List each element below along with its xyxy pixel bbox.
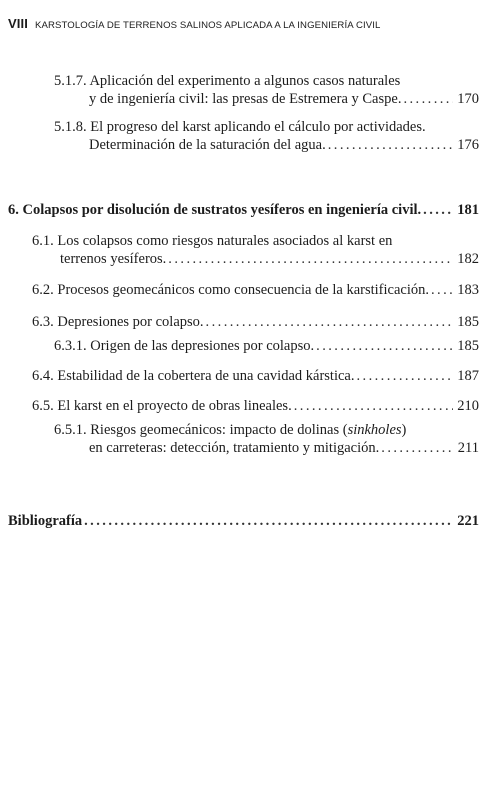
toc-entry-text-part: 6.5.1. Riesgos geomecánicos: impacto de dolinas ( [54,422,348,438]
toc-entry-text: 6.4. Estabilidad de la cobertera de una cavidad kárstica. [32,368,355,384]
toc-entry-text: 6.3. Depresiones por colapso. [32,314,204,330]
toc-page-number: 182 [457,251,479,267]
toc-page-number: 183 [457,282,479,298]
dot-leader [206,313,453,331]
toc-entry-emphasis: sinkholes [347,422,402,438]
toc-entry-text: 6.1. Los colapsos como riesgos naturales asociados al karst en [32,233,393,249]
toc-page-number: 211 [457,440,479,456]
toc-entry-5-1-7[interactable] [54,72,479,108]
toc-entry-text: 5.1.7. Aplicación del experimento a algunos casos naturales [54,73,401,89]
dot-leader [294,397,453,415]
toc-entry-text: 6.5. El karst en el proyecto de obras lineales. [32,398,292,414]
toc-page-number: 221 [457,513,479,529]
toc-bibliography[interactable] [8,512,479,530]
toc-entry-6-5-1[interactable] [54,421,479,457]
toc-entry-text-part: ) [401,422,407,438]
toc-page-number: 185 [457,338,479,354]
dot-leader [316,337,453,355]
dot-leader [403,90,453,108]
dot-leader [381,439,453,457]
toc-entry-6-4[interactable] [32,367,479,385]
running-header [8,16,480,31]
toc-entry-6-5[interactable] [32,397,479,415]
toc-page-number: 210 [457,398,479,414]
toc-entry-6-2[interactable] [32,281,479,299]
toc-entry-text: Bibliografía [8,513,83,529]
toc-chapter-6[interactable] [8,201,479,219]
toc-entry-text: 6. Colapsos por disolución de sustratos yesíferos en ingeniería civil. [8,202,422,218]
toc-page-number: 187 [457,368,479,384]
dot-leader [84,512,453,530]
dot-leader [328,136,453,154]
dot-leader [168,250,453,268]
toc-entry-text: y de ingeniería civil: las presas de Estremera y Caspe. [89,91,402,107]
toc-entry-text: en carreteras: detección, tratamiento y mitigación. [89,440,380,456]
toc-page-number: 170 [457,91,479,107]
toc-page-number: 176 [457,137,479,153]
page-roman-numeral: VIII [8,16,28,31]
toc-entry-5-1-8[interactable] [54,118,479,154]
running-header-title: KARSTOLOGÍA DE TERRENOS SALINOS APLICADA A LA INGENIERÍA CIVIL [34,20,381,31]
toc-entry-text: 6.2. Procesos geomecánicos como consecuencia de la karstificación. [32,282,429,298]
toc-page-number: 185 [457,314,479,330]
toc-entry-6-1[interactable] [32,232,479,268]
toc-entry-text: 6.3.1. Origen de las depresiones por colapso. [54,338,315,354]
toc-entry-text: terrenos yesíferos. [60,251,167,267]
toc-entry-6-3[interactable] [32,313,479,331]
dot-leader [423,201,453,219]
toc-entry-text: 5.1.8. El progreso del karst aplicando el cálculo por actividades. [54,119,426,135]
dot-leader [431,281,453,299]
toc-entry-text: Determinación de la saturación del agua. [89,137,326,153]
toc-entry-6-3-1[interactable] [54,337,479,355]
toc-page-number: 181 [457,202,479,218]
dot-leader [356,367,453,385]
toc-entry-text [54,421,406,439]
